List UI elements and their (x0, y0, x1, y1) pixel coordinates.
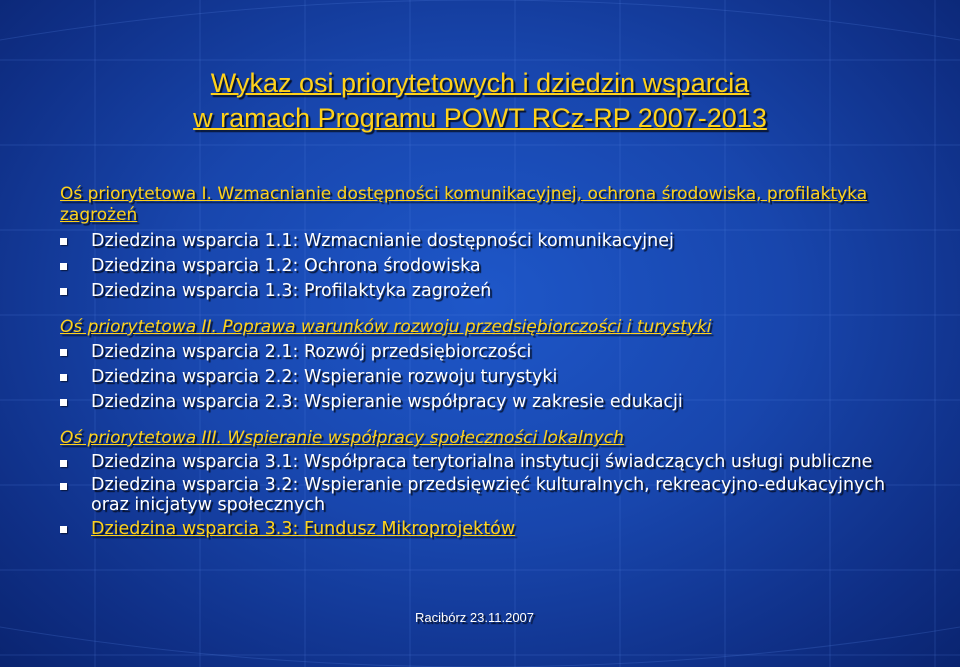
list-item-label: Dziedzina wsparcia 2.1: Rozwój przedsiębiorczości (91, 342, 532, 362)
list-item (60, 452, 920, 472)
list-item-label: Dziedzina wsparcia 1.1: Wzmacnianie dostępności komunikacyjnej (91, 231, 674, 251)
footer-date: Racibórz 23.11.2007 (415, 610, 535, 625)
list-item-link[interactable] (60, 518, 920, 540)
section-heading-axis-3[interactable]: Oś priorytetowa III. Wspieranie współpracy społeczności lokalnych (60, 428, 624, 448)
list-item (60, 366, 920, 388)
list-item-label: Dziedzina wsparcia 2.3: Wspieranie współpracy w zakresie edukacji (91, 392, 683, 412)
axis-1-items (60, 230, 920, 302)
list-item (60, 255, 920, 277)
list-item-label: Dziedzina wsparcia 3.3: Fundusz Mikroprojektów (91, 519, 516, 539)
square-bullet-icon (60, 399, 67, 406)
title-line-1: Wykaz osi priorytetowych i dziedzin wsparcia (210, 68, 750, 98)
axis-2-items (60, 341, 920, 413)
square-bullet-icon (60, 483, 67, 490)
list-item-label: Dziedzina wsparcia 1.2: Ochrona środowiska (91, 256, 481, 276)
square-bullet-icon (60, 374, 67, 381)
priority-axes-list (60, 184, 920, 543)
list-item (60, 475, 920, 515)
page-title (0, 66, 960, 136)
list-item (60, 280, 920, 302)
list-item-label: Dziedzina wsparcia 1.3: Profilaktyka zagrożeń (91, 281, 492, 301)
title-line-2: w ramach Programu POWT RCz-RP 2007-2013 (193, 103, 767, 133)
list-item-label: Dziedzina wsparcia 3.2: Wspieranie przedsięwzięć kulturalnych, rekreacyjno-edukacyjnych oraz inicjatyw społecznych (91, 475, 886, 515)
section-heading-axis-1[interactable]: Oś priorytetowa I. Wzmacnianie dostępności komunikacyjnej, ochrona środowiska, profilaktyka zagrożeń (60, 184, 868, 225)
square-bullet-icon (60, 349, 67, 356)
section-heading-axis-2[interactable]: Oś priorytetowa II. Poprawa warunków rozwoju przedsiębiorczości i turystyki (60, 317, 712, 337)
square-bullet-icon (60, 263, 67, 270)
list-item-label: Dziedzina wsparcia 2.2: Wspieranie rozwoju turystyki (91, 367, 558, 387)
square-bullet-icon (60, 238, 67, 245)
square-bullet-icon (60, 288, 67, 295)
list-item (60, 230, 920, 252)
axis-3-items (60, 452, 920, 540)
square-bullet-icon (60, 526, 67, 533)
list-item (60, 391, 920, 413)
list-item-label: Dziedzina wsparcia 3.1: Współpraca terytorialna instytucji świadczących usługi publiczne (91, 452, 873, 472)
list-item (60, 341, 920, 363)
square-bullet-icon (60, 460, 67, 467)
